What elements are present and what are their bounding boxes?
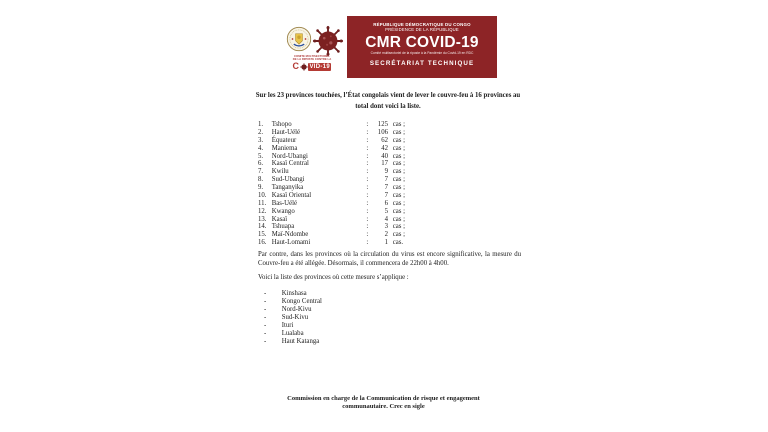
curfew-province-row: [264, 306, 322, 314]
province-cases: 4: [384, 215, 388, 223]
province-cases: 7: [384, 191, 388, 199]
separator-colon: :: [366, 160, 369, 168]
dash-bullet: -: [264, 314, 267, 321]
dash-bullet: -: [264, 298, 267, 305]
province-cases: 106: [377, 128, 388, 136]
separator-colon: :: [366, 207, 369, 215]
curfew-province-name: Nord-Kivu: [281, 306, 312, 313]
province-number: 8.: [258, 176, 264, 184]
province-row: [258, 160, 405, 168]
province-row: [258, 208, 405, 216]
cases-unit: cas ;: [392, 191, 405, 199]
province-name: Kasaï Central: [271, 160, 309, 168]
cases-unit: cas ;: [392, 215, 405, 223]
province-number: 13.: [258, 215, 267, 223]
separator-colon: :: [366, 223, 369, 231]
lifted-provinces-list: [258, 121, 405, 247]
separator-colon: :: [366, 184, 369, 191]
banner-presidency-line: PRÉSIDENCE DE LA RÉPUBLIQUE: [385, 27, 459, 33]
province-row: [258, 200, 405, 208]
dash-bullet: -: [264, 338, 267, 345]
cases-unit: cas ;: [392, 199, 405, 207]
cases-unit: cas ;: [392, 152, 405, 160]
committee-text-line1: COMITÉ MULTISECTORIEL: [294, 55, 330, 58]
province-number: 4.: [258, 144, 264, 152]
curfew-provinces-list: [264, 290, 322, 346]
curfew-province-name: Lualaba: [281, 330, 304, 337]
dash-bullet: -: [264, 306, 267, 313]
province-row: [258, 192, 405, 200]
province-cases: 125: [377, 121, 388, 128]
intro-paragraph: Sur les 23 provinces touchées, l’État congolais vient de lever le couvre-feu à 16 provinces au total dont voici la liste.: [255, 92, 521, 110]
dash-bullet: -: [264, 330, 267, 337]
drc-seal-icon: [286, 26, 312, 52]
province-row: [258, 239, 405, 247]
province-cases: 62: [381, 136, 388, 144]
separator-colon: :: [366, 176, 369, 184]
province-name: Maniema: [271, 144, 298, 152]
province-number: 15.: [258, 231, 267, 239]
province-cases: 7: [384, 184, 388, 191]
curfew-province-name: Kongo Central: [281, 298, 322, 305]
province-number: 12.: [258, 207, 267, 215]
banner-subtitle: Comité multisectoriel de la riposte à la Pandémie du Covid-19 en RDC: [370, 51, 474, 56]
cases-unit: cas ;: [392, 160, 405, 168]
province-row: [258, 216, 405, 224]
province-row: [258, 231, 405, 239]
province-number: 14.: [258, 223, 267, 231]
curfew-province-name: Ituri: [281, 322, 294, 329]
virus-icon: [311, 23, 345, 59]
cases-unit: cas ;: [392, 168, 405, 176]
cases-unit: cas ;: [392, 223, 405, 231]
banner-country-line: RÉPUBLIQUE DÉMOCRATIQUE DU CONGO: [373, 22, 471, 27]
cases-unit: cas ;: [392, 128, 405, 136]
cases-unit: cas ;: [392, 121, 405, 128]
banner-secretariat: SECRÉTARIAT TECHNIQUE: [369, 60, 475, 68]
province-number: 16.: [258, 239, 267, 247]
province-name: Nord-Ubangi: [271, 152, 308, 160]
province-name: Tshopo: [271, 121, 292, 128]
province-number: 7.: [258, 168, 264, 176]
curfew-province-row: [264, 322, 322, 330]
province-cases: 9: [384, 168, 388, 176]
province-row: [258, 184, 405, 192]
province-number: 9.: [258, 184, 264, 191]
curfew-province-name: Kinshasa: [281, 290, 307, 297]
curfew-paragraph: Par contre, dans les provinces où la circulation du virus est encore significative, la mesure du Couvre-feu a été allégée. Désormais, il commencera de 22h00 à 4h00.: [258, 251, 521, 268]
separator-colon: :: [366, 199, 369, 207]
province-name: Kwilu: [271, 168, 289, 176]
province-row: [258, 145, 405, 153]
province-cases: 17: [381, 160, 388, 168]
curfew-province-row: [264, 338, 322, 346]
province-row: [258, 223, 405, 231]
province-row: [258, 176, 405, 184]
province-name: Kasaï: [271, 215, 288, 223]
cases-unit: cas ;: [392, 184, 405, 191]
separator-colon: :: [366, 121, 369, 128]
covid-logo-vid19: VID-19: [309, 63, 330, 70]
province-cases: 3: [384, 223, 388, 231]
dash-bullet: -: [264, 322, 267, 329]
banner-title: CMR COVID-19: [365, 34, 479, 52]
separator-colon: :: [366, 191, 369, 199]
curfew-province-row: [264, 314, 322, 322]
dash-bullet: -: [264, 290, 267, 297]
covid19-wordmark: [284, 55, 340, 71]
cases-unit: cas ;: [392, 207, 405, 215]
province-row: [258, 137, 405, 145]
province-name: Haut-Lomami: [271, 239, 311, 247]
separator-colon: :: [366, 168, 369, 176]
province-cases: 42: [381, 144, 388, 152]
province-row: [258, 153, 405, 161]
list-intro-line: Voici la liste des provinces où cette mesure s’applique :: [258, 274, 409, 281]
province-row: [258, 129, 405, 137]
province-number: 5.: [258, 152, 264, 160]
province-name: Équateur: [271, 136, 297, 144]
separator-colon: :: [366, 152, 369, 160]
province-name: Bas-Uélé: [271, 199, 297, 207]
cases-unit: cas ;: [392, 231, 405, 239]
separator-colon: :: [366, 231, 369, 239]
footer-signature: Commission en charge de la Communication de risque et engagement communautaire. Crec en sigle: [287, 395, 480, 410]
province-name: Tanganyika: [271, 184, 304, 191]
curfew-province-row: [264, 298, 322, 306]
committee-logo-group: [284, 22, 346, 78]
province-name: Haut-Uélé: [271, 128, 301, 136]
separator-colon: :: [366, 128, 369, 136]
province-number: 1.: [258, 121, 264, 128]
province-cases: 1: [384, 239, 388, 247]
province-number: 10.: [258, 191, 267, 199]
province-name: Tshuapa: [271, 223, 295, 231]
committee-text-line2: DE LA RIPOSTE CONTRE LA: [292, 58, 332, 62]
province-cases: 40: [381, 152, 388, 160]
province-cases: 5: [384, 207, 388, 215]
province-number: 11.: [258, 199, 267, 207]
curfew-province-name: Sud-Kivu: [281, 314, 309, 321]
province-cases: 7: [384, 176, 388, 184]
banner: [347, 16, 497, 78]
cases-unit: cas ;: [392, 136, 405, 144]
mini-virus-icon: [300, 63, 308, 71]
province-number: 6.: [258, 160, 264, 168]
cases-unit: cas ;: [392, 144, 405, 152]
province-cases: 2: [384, 231, 388, 239]
province-cases: 6: [384, 199, 388, 207]
separator-colon: :: [366, 136, 369, 144]
province-name: Maï-Ndombe: [271, 231, 309, 239]
cases-unit: cas.: [392, 239, 404, 247]
separator-colon: :: [366, 144, 369, 152]
province-row: [258, 121, 405, 129]
separator-colon: :: [366, 215, 369, 223]
province-name: Kasaï Oriental: [271, 191, 312, 199]
province-name: Kwango: [271, 207, 295, 215]
covid-logo-c: C: [292, 61, 299, 72]
province-number: 2.: [258, 128, 264, 136]
separator-colon: :: [366, 239, 369, 247]
curfew-province-row: [264, 290, 322, 298]
curfew-province-name: Haut Katanga: [281, 338, 320, 345]
curfew-province-row: [264, 330, 322, 338]
province-number: 3.: [258, 136, 264, 144]
province-row: [258, 168, 405, 176]
province-name: Sud-Ubangi: [271, 176, 305, 184]
cases-unit: cas ;: [392, 176, 405, 184]
